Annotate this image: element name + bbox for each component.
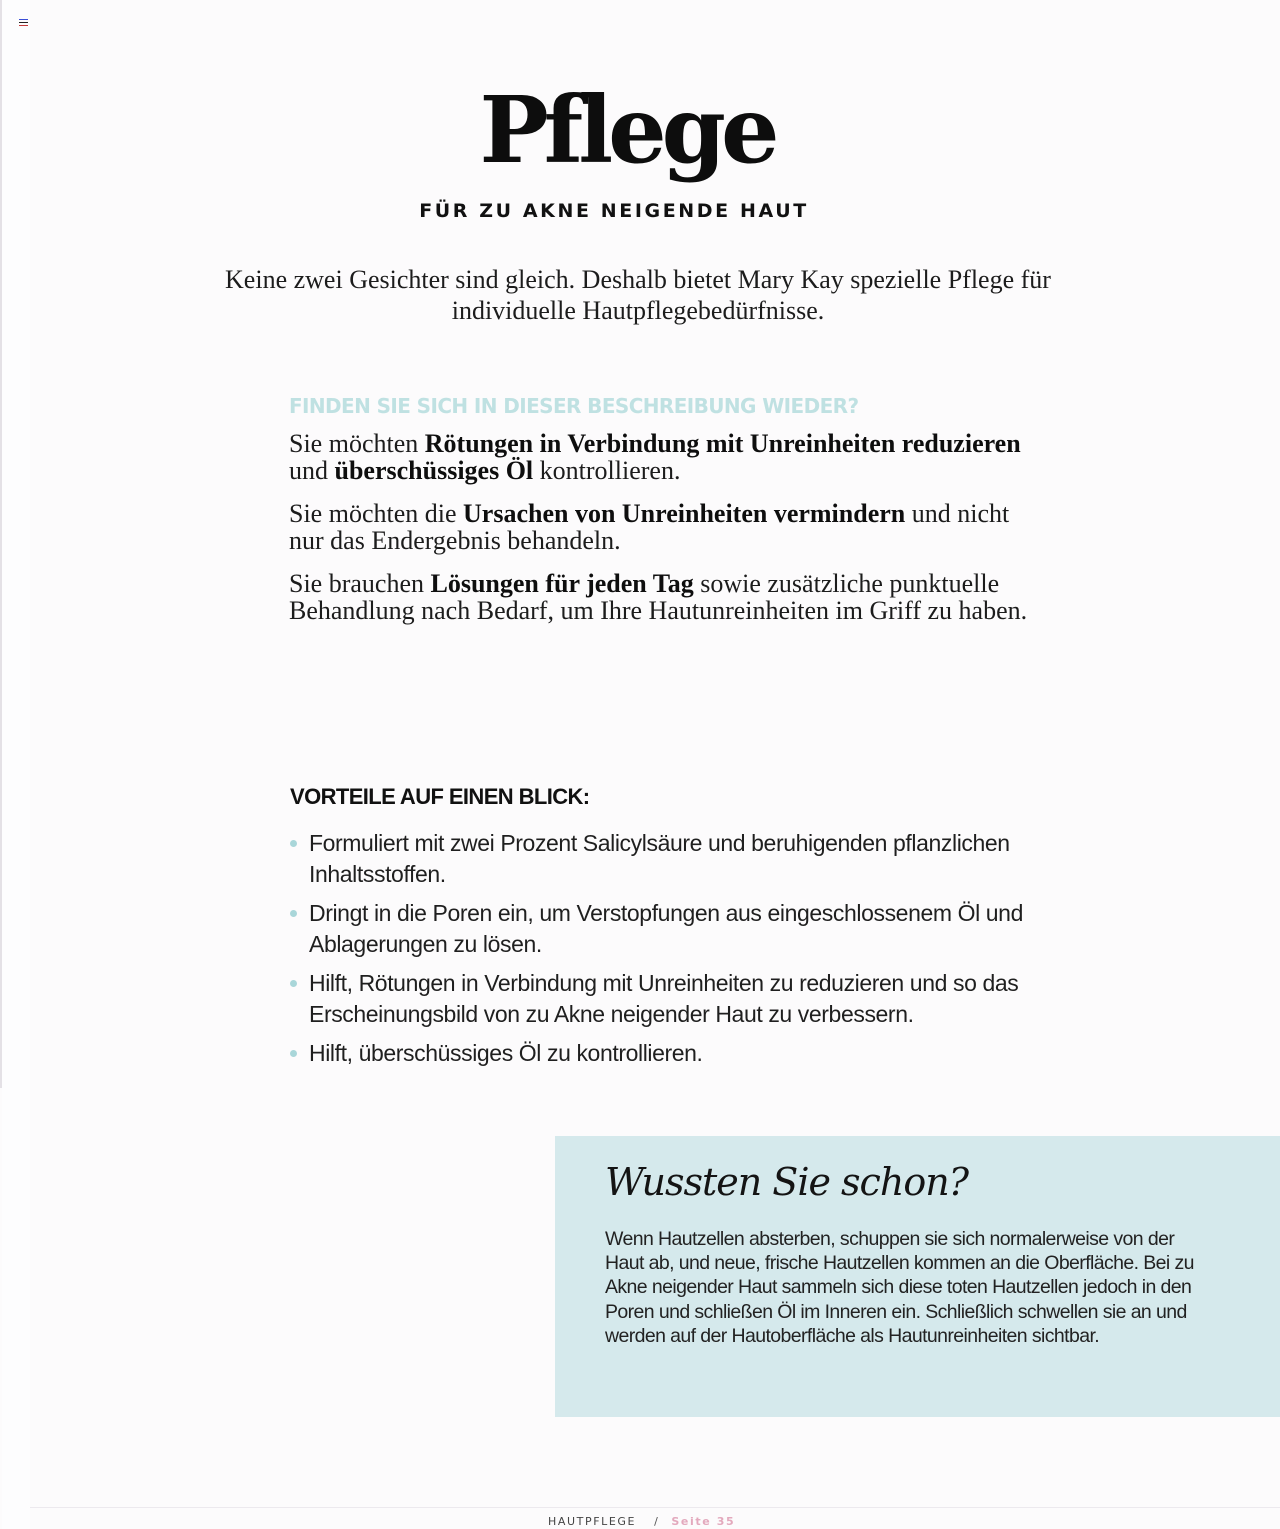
description-points xyxy=(289,430,1049,640)
intro-text: Keine zwei Gesichter sind gleich. Deshalb bietet Mary Kay spezielle Pflege für individuelle Hautpflegebedürfnisse. xyxy=(225,265,1051,325)
bullet-dot-icon xyxy=(290,840,297,847)
footer-separator: / xyxy=(654,1515,660,1528)
description-point: Sie möchten Rötungen in Verbindung mit Unreinheiten reduzieren und überschüssiges Öl kontrollieren. xyxy=(289,429,1021,485)
info-box xyxy=(555,1136,1280,1417)
menu-icon[interactable] xyxy=(19,19,28,26)
page-title: Pflege xyxy=(479,76,775,184)
footer xyxy=(548,1515,735,1528)
info-box-text: Wenn Hautzellen absterben, schuppen sie sich normalerweise von der Haut ab, und neue, frische Hautzellen kommen an die Oberfläche. Bei zu Akne neigender Haut sammeln sich diese toten Hautzellen jedoch in den Poren und schließen Öl im Inneren ein. Schließlich schwellen sie an und werden auf der Hautoberfläche als Hautunreinheiten sichtbar. xyxy=(605,1228,1194,1347)
page-subtitle: FÜR ZU AKNE NEIGENDE HAUT xyxy=(419,200,809,222)
page-number: Seite 35 xyxy=(671,1515,736,1528)
info-box-title: Wussten Sie schon? xyxy=(605,1160,969,1204)
question-heading: FINDEN SIE SICH IN DIESER BESCHREIBUNG WIEDER? xyxy=(289,394,859,418)
benefits-list xyxy=(289,828,1069,1077)
bullet-dot-icon xyxy=(290,910,297,917)
footer-section: HAUTPFLEGE xyxy=(548,1515,637,1528)
benefit-item: Dringt in die Poren ein, um Verstopfungen aus eingeschlossenem Öl und Ablagerungen zu lösen. xyxy=(289,898,1069,960)
description-point: Sie möchten die Ursachen von Unreinheiten vermindern und nicht nur das Endergebnis behandeln. xyxy=(289,499,1010,555)
benefit-item: Formuliert mit zwei Prozent Salicylsäure und beruhigenden pflanzlichen Inhaltsstoffen. xyxy=(289,828,1069,890)
benefits-heading: VORTEILE AUF EINEN BLICK: xyxy=(290,784,590,809)
benefit-item: Hilft, überschüssiges Öl zu kontrollieren. xyxy=(289,1038,1069,1069)
bullet-dot-icon xyxy=(290,980,297,987)
benefit-item: Hilft, Rötungen in Verbindung mit Unreinheiten zu reduzieren und so das Erscheinungsbild von zu Akne neigender Haut zu verbessern. xyxy=(289,968,1069,1030)
bullet-dot-icon xyxy=(290,1050,297,1057)
footer-divider xyxy=(30,1507,1280,1508)
description-point: Sie brauchen Lösungen für jeden Tag sowie zusätzliche punktuelle Behandlung nach Bedarf, um Ihre Hautunreinheiten im Griff zu haben. xyxy=(289,569,1028,625)
side-strip xyxy=(2,0,30,1529)
